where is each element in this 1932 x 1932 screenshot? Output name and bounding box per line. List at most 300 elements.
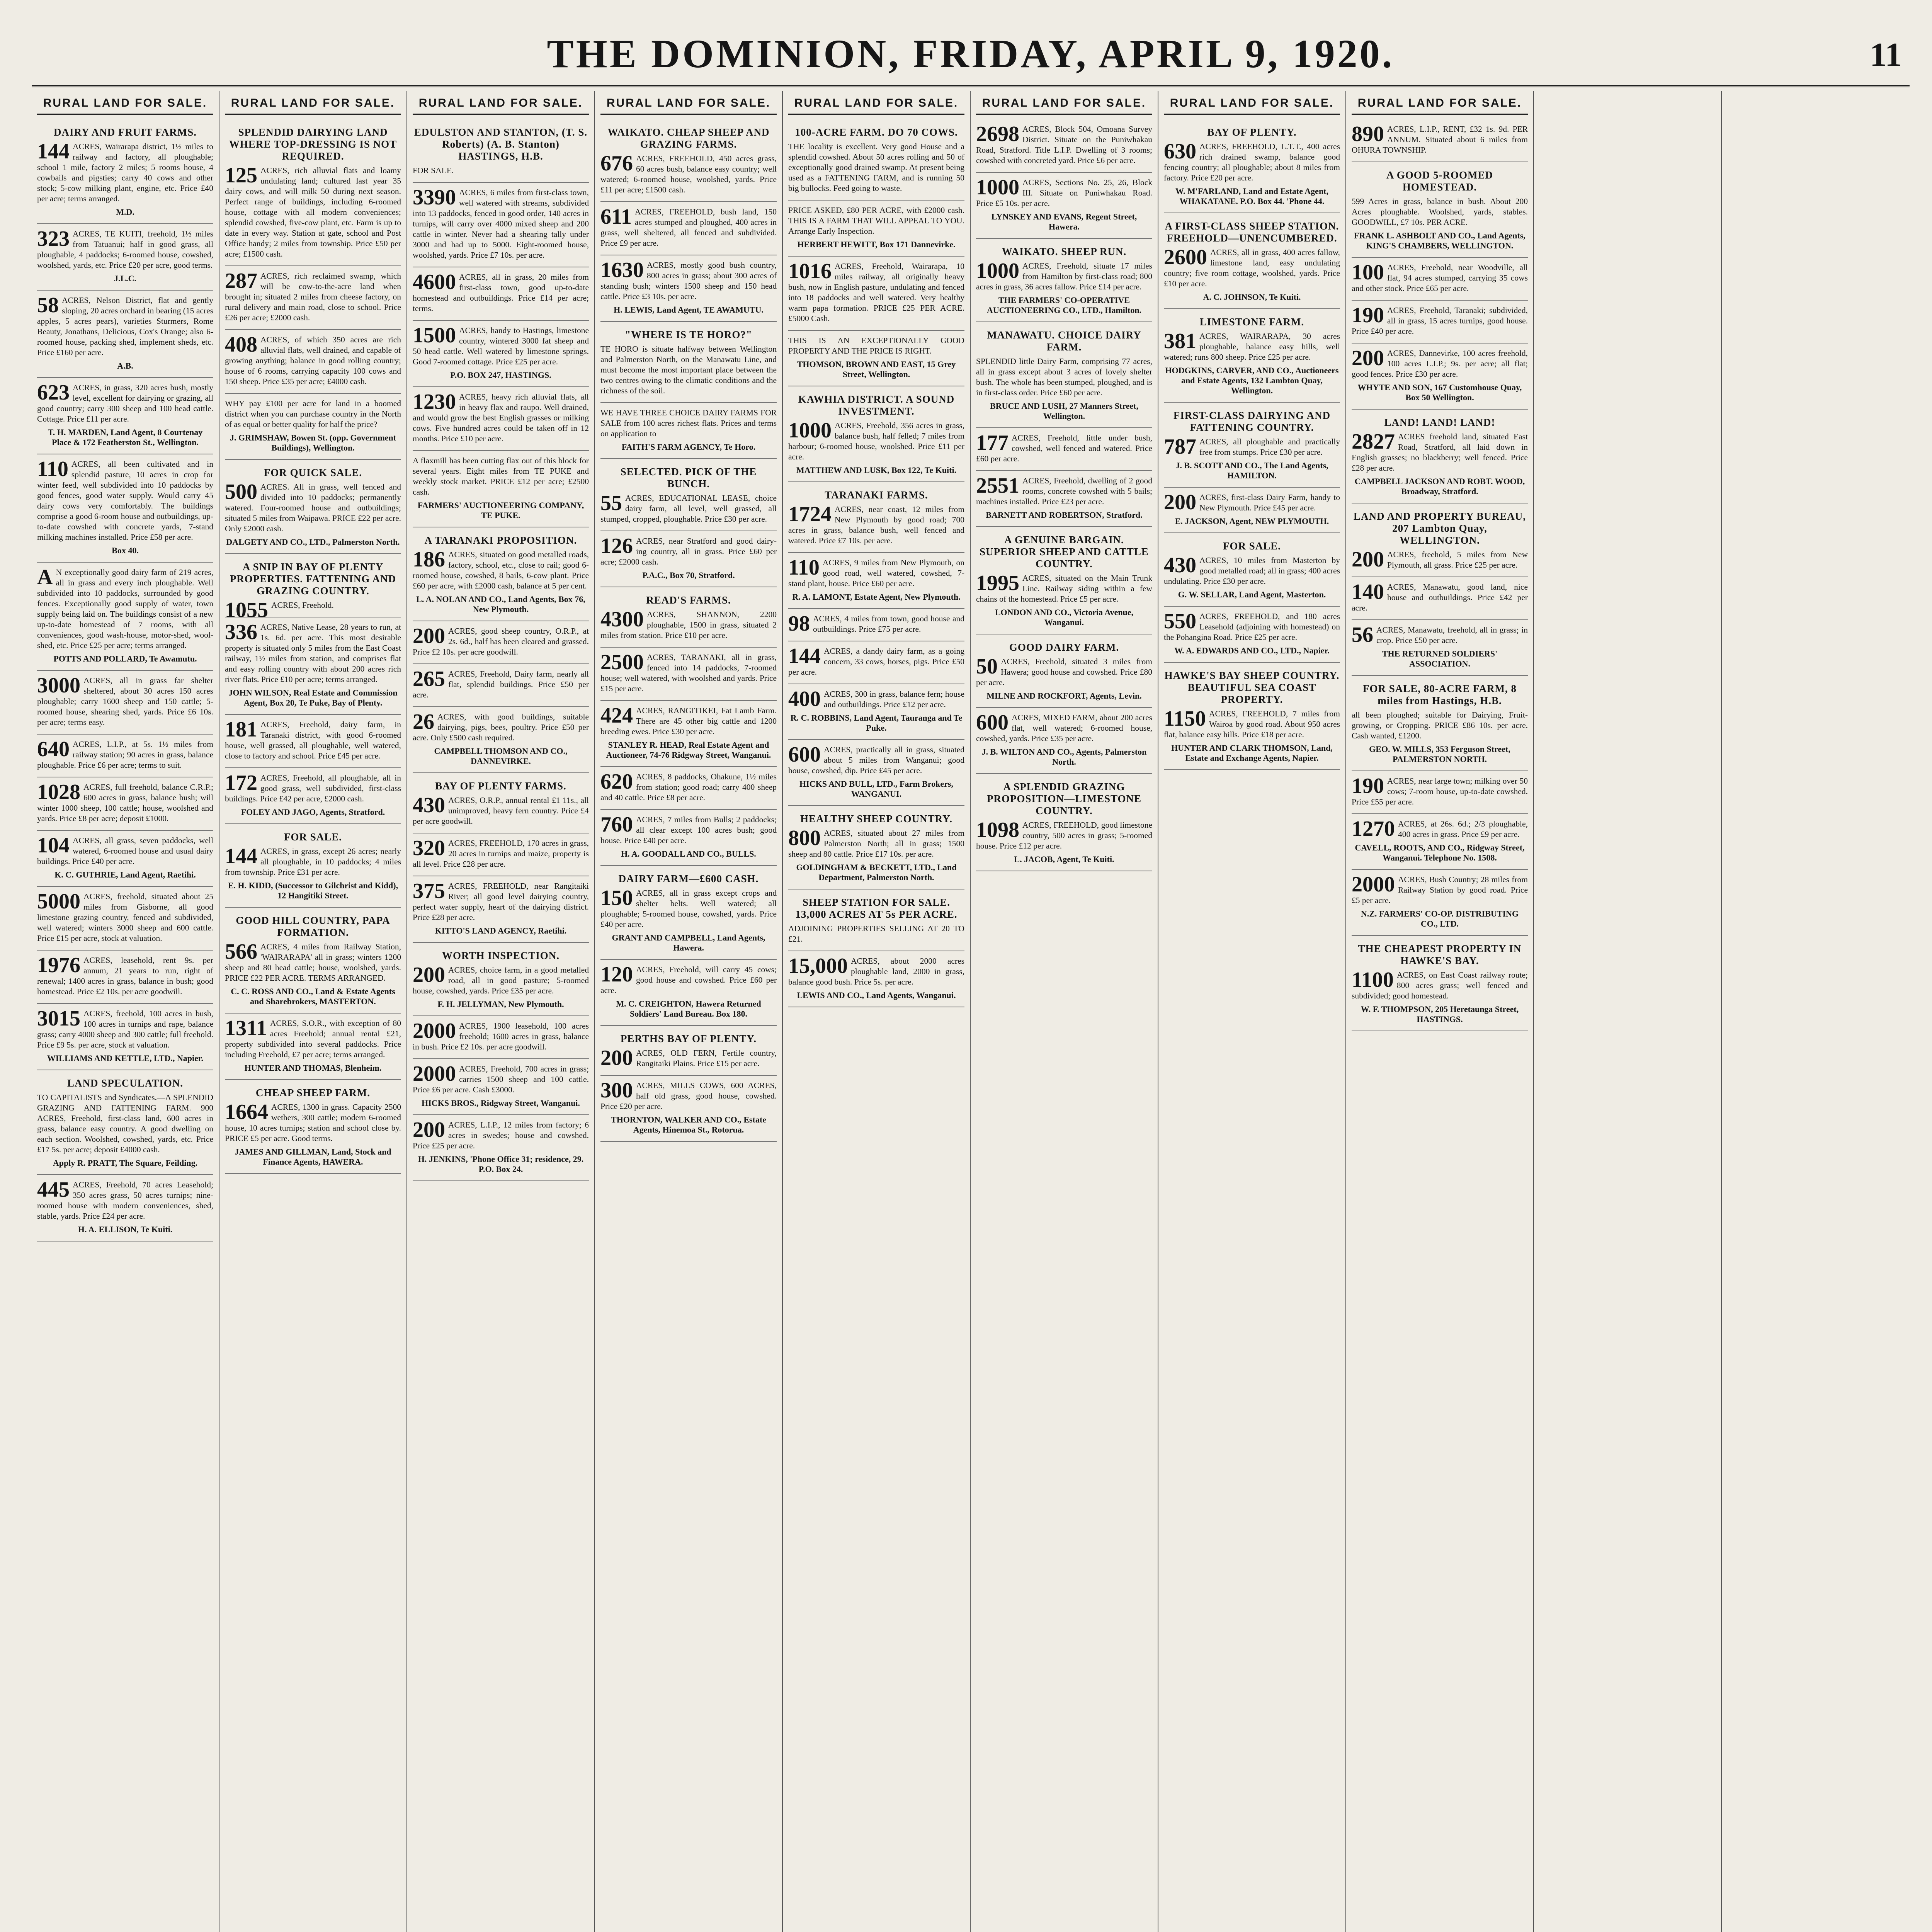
classified-ad — [413, 1016, 589, 1059]
ad-text: ACRES, freehold, situated about 25 miles from Gisborne, all good limestone grazing country, fenced and subdivided, well watered; winters 3000 sheep and 600 cattle. Price £15 per acre, stock at valuation. — [37, 892, 213, 943]
ad-agent: HUNTER AND CLARK THOMSON, Land, Estate and Exchange Agents, Napier. — [1171, 743, 1333, 763]
ad-text: FOR SALE. — [413, 166, 454, 175]
ad-text: ACRES, FREEHOLD, 170 acres in grass, 20 acres in turnips and maize, property is all level. Price £28 per acre. — [413, 838, 589, 869]
ad-acreage: 2600 — [1164, 245, 1207, 269]
classified-ad — [413, 876, 589, 943]
ad-body — [1352, 262, 1528, 294]
ad-text: ACRES, 4 miles from Railway Station, 'WAIRARAPA' all in grass; winters 1200 sheep and 80 head cattle; house, woolshed, yards. PRICE £22 PER ACRE. TERMS ARRANGED. — [225, 942, 401, 983]
ad-body — [788, 558, 964, 589]
ad-agent: HICKS BROS., Ridgway Street, Wanganui. — [422, 1098, 580, 1108]
ad-headline: HEALTHY SHEEP COUNTRY. — [800, 813, 952, 825]
ad-agent: JAMES AND GILLMAN, Land, Stock and Finance Agents, HAWERA. — [235, 1147, 391, 1167]
ad-text: ACRES, 300 in grass, balance fern; house and outbuildings. Price £12 per acre. — [824, 689, 964, 709]
ad-acreage: 600 — [976, 711, 1009, 735]
ad-body — [1352, 776, 1528, 807]
ad-body — [37, 782, 213, 824]
ad-acreage: 2000 — [1352, 872, 1395, 896]
ad-text: ACRES, 4 miles from town, good house and outbuildings. Price £75 per acre. — [813, 614, 964, 634]
ad-text: ACRES, situated on good metalled roads, factory, school, etc., close to rail; good 6-roomed house, cowshed, 8 bails, 6-cow plant. Price £60 per acre, with £2000 cash, balance at 5 per cent. — [413, 550, 589, 590]
ad-acreage: 1150 — [1164, 707, 1206, 731]
ad-headline: HAWKE'S BAY SHEEP COUNTRY. BEAUTIFUL SEA COAST PROPERTY. — [1164, 670, 1340, 705]
ad-acreage: 2551 — [976, 474, 1019, 498]
ad-agent: T. H. MARDEN, Land Agent, 8 Courtenay Place & 172 Featherston St., Wellington. — [48, 427, 203, 447]
ad-text: ACRES, on East Coast railway route; 800 acres grass; well fenced and subdivided; good homestead. — [1352, 970, 1528, 1000]
ad-text: ACRES, S.O.R., with exception of 80 acres Freehold; annual rental £21, property subdivided into several paddocks. Price including Freehold, £7 per acre; terms arranged. — [225, 1019, 401, 1059]
classified-ad — [976, 173, 1152, 239]
ad-acreage: 300 — [600, 1078, 633, 1102]
ad-acreage: 630 — [1164, 139, 1196, 163]
ad-body — [600, 493, 777, 524]
classified-ad — [788, 609, 964, 641]
classified-ad — [37, 887, 213, 951]
ad-body — [788, 614, 964, 634]
ad-text: ACRES, Freehold, little under bush, cowshed, well fenced and watered. Price £60 per acre. — [976, 433, 1152, 463]
ad-body — [788, 261, 964, 324]
ad-body — [600, 609, 777, 641]
ad-body — [413, 1021, 589, 1052]
column-1 — [32, 91, 219, 1932]
ad-acreage: 1270 — [1352, 817, 1395, 841]
classified-ad — [413, 707, 589, 773]
ad-text: ACRES, full freehold, balance C.R.P.; 600 acres in grass, balance bush; will winter 1000 sheep, 100 cattle; house, woolshed and yards. Price £8 per acre; deposit £1000. — [37, 782, 213, 823]
ad-text: ACRES, Sections No. 25, 26, Block III. Situate on Puniwhakau Road. Price £5 10s. per acre. — [976, 178, 1152, 208]
ad-acreage: 181 — [225, 718, 257, 742]
ad-text: ACRES, Freehold, near Woodville, all flat, 94 acres stumped, carrying 35 cows and other stock. Price £65 per acre. — [1352, 263, 1528, 293]
ad-text: ACRES, all grass, seven paddocks, well watered, 6-roomed house and usual dairy buildings. Price £40 per acre. — [37, 836, 213, 866]
ad-text: ACRES, Freehold, 356 acres in grass, balance bush, half felled; 7 miles from harbour; 6-roomed house, woolshed. Price £11 per acre. — [788, 421, 964, 461]
ad-body — [37, 383, 213, 424]
classified-ad — [600, 960, 777, 1026]
ad-agent: J. B. SCOTT AND CO., The Land Agents, HAMILTON. — [1175, 461, 1328, 480]
ad-headline: MANAWATU. CHOICE DAIRY FARM. — [987, 329, 1141, 353]
ad-acreage: 150 — [600, 886, 633, 910]
ad-body — [413, 795, 589, 827]
ad-acreage: 1976 — [37, 953, 80, 977]
ad-text: ACRES, MILLS COWS, 600 ACRES, half old grass, good house, cowshed. Price £20 per acre. — [600, 1081, 777, 1111]
ad-headline: WORTH INSPECTION. — [442, 950, 560, 961]
ad-acreage: 177 — [976, 431, 1009, 455]
classified-ad — [1352, 771, 1528, 814]
ad-text: ACRES, Freehold, Dairy farm, nearly all flat, splendid buildings. Price £50 per acre. — [413, 669, 589, 699]
ad-headline: CHEAP SHEEP FARM. — [255, 1087, 371, 1099]
classified-ad — [413, 387, 589, 451]
ad-acreage: 375 — [413, 879, 445, 903]
ad-acreage: 1724 — [788, 502, 832, 526]
ad-headline: FOR SALE. — [284, 831, 342, 843]
ad-agent: THORNTON, WALKER AND CO., Estate Agents, Hinemoa St., Rotorua. — [611, 1115, 766, 1134]
classified-ad — [413, 119, 589, 183]
classified-ad — [37, 1175, 213, 1242]
ad-body — [225, 482, 401, 534]
ad-acreage: 1028 — [37, 780, 80, 804]
newspaper-page — [32, 27, 1910, 1932]
ad-text: ACRES, FREEHOLD, 450 acres grass, 60 acres bush, balance easy country; well watered; 6-roomed house, woolshed, yards. Price £11 per acre; £1500 cash. — [600, 154, 777, 194]
ad-body — [976, 713, 1152, 744]
ad-agent: R. C. ROBBINS, Land Agent, Tauranga and Te Puke. — [790, 713, 963, 733]
column-heading: RURAL LAND FOR SALE. — [600, 91, 777, 115]
ad-headline: A TARANAKI PROPOSITION. — [424, 534, 577, 546]
column-8 — [1346, 91, 1534, 1932]
ad-acreage: 190 — [1352, 303, 1384, 327]
ad-agent: BARNETT AND ROBERTSON, Stratford. — [986, 510, 1143, 520]
classified-ad — [1164, 533, 1340, 607]
newspaper-title: THE DOMINION, FRIDAY, APRIL 9, 1920. — [547, 32, 1395, 76]
ad-acreage: 2500 — [600, 650, 644, 674]
ad-headline: LAND SPECULATION. — [67, 1077, 184, 1089]
classified-ad — [600, 810, 777, 866]
ad-text: ACRES, FREEHOLD, good limestone country, 500 acres in grass; 5-roomed house. Price £12 per acre. — [976, 820, 1152, 850]
ad-headline: THE CHEAPEST PROPERTY IN HAWKE'S BAY. — [1358, 943, 1522, 966]
ad-body — [788, 745, 964, 776]
ad-text: ACRES, 1300 in grass. Capacity 2500 wethers, 300 cattle; modern 6-roomed house, 10 acres turnips; station and school close by. PRICE £5 per acre. Good terms. — [225, 1102, 401, 1143]
ad-body — [788, 689, 964, 710]
classified-columns — [32, 91, 1910, 1932]
ad-headline: SELECTED. PICK OF THE BUNCH. — [620, 466, 757, 490]
ad-body — [1352, 874, 1528, 906]
ad-text: ACRES, a dandy dairy farm, as a going concern, 33 cows, horses, pigs. Price £50 per acre. — [788, 646, 964, 677]
ad-body — [225, 622, 401, 685]
ad-acreage: 424 — [600, 704, 633, 728]
ad-headline: 100-ACRE FARM. DO 70 COWS. — [795, 126, 958, 138]
ad-acreage: 623 — [37, 381, 70, 405]
ad-agent: H. LEWIS, Land Agent, TE AWAMUTU. — [614, 305, 764, 315]
ad-body — [413, 165, 589, 176]
classified-ad — [1352, 344, 1528, 410]
classified-ad — [600, 767, 777, 810]
column-heading: RURAL LAND FOR SALE. — [413, 91, 589, 115]
ad-acreage: 400 — [788, 687, 821, 711]
ad-body — [1352, 432, 1528, 473]
ad-text: ACRES, in grass, 320 acres bush, mostly level, excellent for dairying or grazing, all good country; carry 300 sheep and 100 head cattle. Cottage. Price £11 per acre. — [37, 383, 213, 423]
ad-acreage: 190 — [1352, 774, 1384, 798]
ad-text: ACRES freehold land, situated East Road, Stratford, all laid down in English grasses; no blackberry; well fenced. Price £28 per acre. — [1352, 432, 1528, 473]
ad-agent: WILLIAMS AND KETTLE, LTD., Napier. — [47, 1053, 204, 1063]
ad-acreage: 787 — [1164, 435, 1196, 459]
masthead — [32, 27, 1910, 87]
ad-text: TE HORO is situate halfway between Wellington and Palmerston North, on the Manawatu Line, and must become the most important place between the two centres owing to the climatic conditions and the richness of the soil. — [600, 344, 777, 395]
ad-text: ACRES, TE KUITI, freehold, 1½ miles from Tatuanui; half in good grass, all ploughable, 4 paddocks; 6-roomed house, cowshed, woolshed, yards, etc. Price £20 per acre, good terms. — [37, 229, 213, 270]
ad-acreage: 125 — [225, 163, 257, 187]
ad-acreage: 408 — [225, 333, 257, 357]
ad-body — [413, 456, 589, 497]
ad-text: ACRES, practically all in grass, situated about 5 miles from Wanganui; good house, cowshed, dip. Price £45 per acre. — [788, 745, 964, 775]
ad-agent: FRANK L. ASHBOLT AND CO., Land Agents, KING'S CHAMBERS, WELLINGTON. — [1354, 231, 1526, 250]
classified-ad — [1164, 309, 1340, 403]
ad-body — [600, 1048, 777, 1069]
ad-text: ACRES, Freehold, will carry 45 cows; good house and cowshed. Price £60 per acre. — [600, 965, 777, 995]
classified-ad — [1352, 258, 1528, 301]
ad-body — [600, 652, 777, 694]
classified-ad — [37, 119, 213, 224]
ad-text: WHY pay £100 per acre for land in a boomed district when you can purchase country in the North of as equal or better quality for half the price? — [225, 399, 401, 429]
ad-agent: J. B. WILTON AND CO., Agents, Palmerston North. — [981, 747, 1147, 767]
ad-acreage: 640 — [37, 737, 70, 761]
ad-acreage: 172 — [225, 771, 257, 795]
ad-text: ACRES, Freehold, 70 acres Leasehold; 350 acres grass, 50 acres turnips; nine-roomed house with modern conveniences, shed, stable, yards. Price £24 per acre. — [37, 1180, 213, 1221]
classified-ad — [37, 563, 213, 671]
ad-headline: LIMESTONE FARM. — [1199, 316, 1304, 328]
ad-text: ACRES, Bush Country; 28 miles from Railway Station by good road. Price £5 per acre. — [1352, 875, 1528, 905]
ad-agent: R. A. LAMONT, Estate Agent, New Plymouth. — [792, 592, 961, 602]
ad-acreage: 15,000 — [788, 954, 848, 978]
classified-ad — [976, 428, 1152, 471]
ad-text: ACRES, FREEHOLD, L.T.T., 400 acres rich drained swamp, balance good fencing country; all ploughable; about 8 miles from factory. Price £20 per acre. — [1164, 142, 1340, 182]
classified-ad — [225, 119, 401, 266]
ad-body — [413, 1120, 589, 1151]
ad-agent: STANLEY R. HEAD, Real Estate Agent and Auctioneer, 74-76 Ridgway Street, Wanganui. — [606, 740, 771, 760]
classified-ad — [788, 331, 964, 386]
ad-text: ACRES, of which 350 acres are rich alluvial flats, well drained, and capable of growing anything; balance in good rolling country; house of 6 rooms, carrying capacity 100 cows and 150 sheep. Price £35 per acre; £4000 cash. — [225, 335, 401, 386]
classified-ad — [788, 482, 964, 553]
ad-body — [600, 153, 777, 195]
ad-acreage: 1000 — [788, 418, 832, 442]
classified-ad — [225, 824, 401, 908]
ad-body — [1352, 625, 1528, 646]
ad-agent: P.A.C., Box 70, Stratford. — [642, 570, 735, 580]
ad-agent: P.O. BOX 247, HASTINGS. — [450, 370, 551, 380]
ad-body — [413, 272, 589, 314]
classified-ad — [1352, 119, 1528, 162]
ad-acreage: 3015 — [37, 1007, 80, 1031]
ad-headline: PERTHS BAY OF PLENTY. — [620, 1033, 757, 1044]
ad-acreage: 1016 — [788, 259, 832, 283]
classified-ad — [1164, 213, 1340, 309]
classified-ad — [413, 833, 589, 876]
ad-body — [600, 408, 777, 439]
ad-headline: GOOD DAIRY FARM. — [1009, 641, 1119, 653]
ad-body — [37, 295, 213, 358]
column-10 — [1722, 91, 1910, 1932]
classified-ad — [1352, 676, 1528, 771]
ad-body — [976, 820, 1152, 851]
ad-text: ACRES, about 2000 acres ploughable land, 2000 in grass, balance good bush. Price 5s. per acre. — [788, 956, 964, 986]
classified-ad — [1352, 814, 1528, 870]
classified-ad — [413, 773, 589, 833]
classified-ad — [225, 330, 401, 394]
ad-acreage: 144 — [225, 844, 257, 868]
classified-ad — [225, 617, 401, 715]
ad-text: ACRES, first-class Dairy Farm, handy to New Plymouth. Price £45 per acre. — [1199, 493, 1340, 512]
column-5 — [783, 91, 971, 1932]
ad-headline: BAY OF PLENTY. — [1207, 126, 1297, 138]
ad-acreage: 144 — [37, 139, 70, 163]
ad-acreage: 200 — [413, 624, 445, 648]
classified-ad — [413, 621, 589, 664]
classified-ad — [1164, 403, 1340, 488]
ad-body — [788, 504, 964, 546]
ad-agent: W. A. EDWARDS AND CO., LTD., Napier. — [1174, 646, 1330, 655]
ad-text: ACRES, Freehold, situate 17 miles from Hamilton by first-class road; 800 acres in grass, 36 acres fallow. Price £14 per acre. — [976, 261, 1152, 291]
classified-ad — [976, 471, 1152, 527]
ad-body — [1164, 555, 1340, 587]
ad-acreage: 200 — [413, 963, 445, 987]
ad-body — [1164, 141, 1340, 183]
ad-headline: DAIRY AND FRUIT FARMS. — [53, 126, 197, 138]
ad-body — [976, 656, 1152, 688]
ad-acreage: 1000 — [976, 259, 1019, 283]
ad-headline: A SNIP IN BAY OF PLENTY PROPERTIES. FATTENING AND GRAZING COUNTRY. — [230, 561, 396, 597]
ad-body — [225, 719, 401, 761]
ad-body — [1164, 492, 1340, 513]
ad-body — [976, 261, 1152, 292]
ad-body — [413, 325, 589, 367]
classified-ad — [225, 460, 401, 554]
ad-text: ACRES, good sheep country, O.R.P., at 2s. 6d., half has been cleared and grassed. Price £2 10s. per acre goodwill. — [413, 626, 589, 656]
ad-acreage: 1100 — [1352, 968, 1394, 992]
classified-ad — [976, 708, 1152, 774]
ad-text: A flaxmill has been cutting flax out of this block for several years. Eight miles from TE PUKE and weekly stock market. PRICE £12 per acre; £2500 cash. — [413, 456, 589, 497]
ad-agent: DALGETY AND CO., LTD., Palmerston North. — [226, 537, 400, 547]
ad-headline: FOR SALE, 80-ACRE FARM, 8 miles from Hastings, H.B. — [1363, 683, 1517, 706]
classified-ad — [600, 648, 777, 701]
classified-ad — [976, 239, 1152, 322]
ad-agent: Apply R. PRATT, The Square, Feilding. — [53, 1158, 198, 1168]
ad-body — [976, 356, 1152, 398]
ad-headline: "WHERE IS TE HORO?" — [625, 329, 752, 340]
ad-text: ACRES, SHANNON, 2200 ploughable, 1500 in grass, situated 2 miles from station. Price £10 per acre. — [600, 610, 777, 640]
ad-text: ACRES, mostly good bush country, 800 acres in grass; about 300 acres of standing bush; winters 1500 sheep and 150 head cattle. Price £3 10s. per acre. — [600, 260, 777, 301]
ad-text: ACRES, heavy rich alluvial flats, all in heavy flax and raupo. Well drained, and would grow the best English grasses or milking cows. Five hundred acres could be taken off in 12 months. Price £10 per acre. — [413, 392, 589, 443]
ad-text: ACRES, choice farm, in a good metalled road, all in good pasture; 5-roomed house, cowshed, yards. Price £35 per acre. — [413, 965, 589, 995]
ad-agent: A.B. — [117, 361, 133, 371]
ad-agent: A. C. JOHNSON, Te Kuiti. — [1203, 292, 1301, 302]
ad-text: ACRES, O.R.P., annual rental £1 11s., all unimproved, heavy fern country. Price £4 per acre goodwill. — [413, 796, 589, 826]
classified-ad — [976, 527, 1152, 634]
ad-text: ACRES, 1900 leasehold, 100 acres freehold; 1600 acres in grass, balance in bush. Price £2 10s. per acre goodwill. — [413, 1021, 589, 1051]
ad-acreage: 200 — [413, 1118, 445, 1142]
ad-body — [1352, 819, 1528, 840]
ad-acreage: 265 — [413, 667, 445, 691]
ad-acreage: 611 — [600, 205, 632, 229]
ad-body — [413, 1064, 589, 1095]
classified-ad — [225, 1014, 401, 1080]
ad-text: ACRES, situated on the Main Trunk Line. Railway siding within a few chains of the homestead. Price £5 per acre. — [976, 573, 1152, 604]
classified-ad — [1352, 870, 1528, 936]
classified-ad — [37, 224, 213, 291]
ad-body — [976, 177, 1152, 209]
ad-body — [413, 392, 589, 444]
ad-acreage: 600 — [788, 743, 821, 767]
ad-text: ACRES, Freehold, dwelling of 2 good rooms, concrete cowshed with 5 bails; machines installed. Price £23 per acre. — [976, 476, 1152, 506]
ad-agent: THOMSON, BROWN AND EAST, 15 Grey Street, Wellington. — [797, 359, 956, 379]
ad-acreage: 144 — [788, 644, 821, 668]
ad-acreage: 200 — [1352, 548, 1384, 571]
ad-headline: A GOOD 5-ROOMED HOMESTEAD. — [1386, 169, 1493, 193]
column-heading: RURAL LAND FOR SALE. — [1164, 91, 1340, 115]
ad-text: ACRES, FREEHOLD, near Rangitaiki River; all good level dairying country, perfect water supply, heart of the dairying district. Price £28 per acre. — [413, 881, 589, 922]
classified-ad — [225, 715, 401, 768]
classified-ad — [413, 664, 589, 707]
ad-body — [1164, 611, 1340, 643]
ad-agent: CAMPBELL JACKSON AND ROBT. WOOD, Broadway, Stratford. — [1354, 476, 1525, 496]
ad-text: PRICE ASKED, £80 PER ACRE, with £2000 cash. THIS IS A FARM THAT WILL APPEAL TO YOU. Arrange Early Inspection. — [788, 206, 964, 236]
classified-ad — [225, 1080, 401, 1174]
ad-body — [1352, 348, 1528, 379]
ad-body — [37, 675, 213, 728]
ad-headline: WAIKATO. SHEEP RUN. — [1002, 246, 1127, 257]
ad-acreage: 2000 — [413, 1019, 456, 1043]
ad-acreage: 104 — [37, 833, 70, 857]
ad-text: ACRES, Nelson District, flat and gently sloping, 20 acres orchard in bearing (15 acres apples, 5 acres pears), varieties Sturmers, Rome Beauty, Jonathans, Delicious, Cox's Orange; also 6-roomed house, packing shed, implement sheds, etc. Price £160 per acre. — [37, 296, 213, 357]
ad-agent: K. C. GUTHRIE, Land Agent, Raetihi. — [54, 870, 196, 879]
ad-headline: GOOD HILL COUNTRY, PAPA FORMATION. — [236, 915, 390, 938]
ad-text: ACRES, L.I.P., RENT, £32 1s. 9d. PER ANNUM. Situated about 6 miles from OHURA TOWNSHIP. — [1352, 124, 1528, 155]
ad-text: ACRES, FREEHOLD, 7 miles from Wairoa by good road. About 950 acres flat, balance easy hills. Price £18 per acre. — [1164, 709, 1340, 739]
column-9 — [1534, 91, 1722, 1932]
ad-body — [225, 1018, 401, 1060]
classified-ad — [600, 255, 777, 322]
ad-headline: FIRST-CLASS DAIRYING AND FATTENING COUNTRY. — [1173, 410, 1331, 433]
ad-body — [600, 536, 777, 567]
classified-ad — [976, 634, 1152, 708]
classified-ad — [600, 701, 777, 767]
classified-ad — [600, 1076, 777, 1142]
ad-headline: EDULSTON AND STANTON, (T. S. Roberts) (A. B. Stanton) HASTINGS, H.B. — [414, 126, 588, 162]
ad-body — [225, 271, 401, 323]
ad-text: ACRES, MIXED FARM, about 200 acres flat, well watered; 6-roomed house, cowshed, yards. Price £35 per acre. — [976, 713, 1152, 743]
ad-body — [788, 335, 964, 356]
classified-ad — [413, 321, 589, 387]
ad-acreage: 3390 — [413, 185, 456, 209]
ad-acreage: 100 — [1352, 260, 1384, 284]
ad-body — [37, 459, 213, 543]
ad-acreage: 120 — [600, 963, 633, 986]
classified-ad — [788, 951, 964, 1007]
ad-body — [37, 891, 213, 944]
ad-agent: MILNE AND ROCKFORT, Agents, Levin. — [986, 691, 1142, 701]
ad-body — [1164, 331, 1340, 362]
ad-body — [37, 567, 213, 651]
ad-body — [788, 828, 964, 859]
ad-headline: READ'S FARMS. — [646, 594, 731, 606]
ad-headline: TARANAKI FARMS. — [825, 489, 928, 501]
ad-agent: M. C. CREIGHTON, Hawera Returned Soldiers' Land Bureau. Box 180. — [616, 999, 761, 1019]
ad-body — [1352, 196, 1528, 228]
ad-text: ACRES, Dannevirke, 100 acres freehold, 100 acres L.I.P.; 9s. per acre; all flat; good fences. Price £30 per acre. — [1352, 349, 1528, 379]
ad-headline: A GENUINE BARGAIN. SUPERIOR SHEEP AND CATTLE COUNTRY. — [980, 534, 1149, 570]
ad-acreage: 98 — [788, 612, 810, 636]
ad-text: all been ploughed; suitable for Dairying, Fruit-growing, or Cropping. PRICE £86 10s. per acre. Cash wanted, £1200. — [1352, 710, 1528, 740]
ad-agent: C. C. ROSS AND CO., Land & Estate Agents and Sharebrokers, MASTERTON. — [231, 986, 395, 1006]
ad-body — [37, 1009, 213, 1050]
column-3 — [407, 91, 595, 1932]
ad-acreage: 1000 — [976, 175, 1019, 199]
ad-headline: WAIKATO. CHEAP SHEEP AND GRAZING FARMS. — [607, 126, 770, 150]
ad-acreage: 1230 — [413, 390, 456, 414]
ad-body — [1352, 305, 1528, 337]
classified-ad — [788, 889, 964, 951]
classified-ad — [37, 454, 213, 563]
ad-headline: A SPLENDID GRAZING PROPOSITION—LIMESTONE COUNTRY. — [986, 781, 1142, 816]
classified-ad — [37, 951, 213, 1004]
ad-text: ACRES, Wairarapa district, 1½ miles to railway and factory, all ploughable; school 1 mile, factory 2 miles; 5 rooms house, 4 cowbails and pigsties; carry 40 cows and other stock; 5-cow milking plant, engine, etc. Price £40 per acre; terms arranged. — [37, 142, 213, 203]
classified-ad — [1352, 577, 1528, 620]
ad-agent: HUNTER AND THOMAS, Blenheim. — [244, 1063, 382, 1073]
ad-text: ACRES, near coast, 12 miles from New Plymouth by good road; 700 acres in grass, balance bush, well fenced and watered. Price £7 10s. per acre. — [788, 505, 964, 545]
ad-acreage: 5000 — [37, 889, 80, 913]
classified-ad — [600, 119, 777, 202]
ad-acreage: A — [37, 565, 53, 589]
ad-body — [225, 942, 401, 983]
ad-headline: BAY OF PLENTY FARMS. — [435, 780, 566, 792]
ad-agent: J. GRIMSHAW, Bowen St. (opp. Government Buildings), Wellington. — [230, 433, 396, 452]
ad-text: ACRES, Block 504, Omoana Survey District. Situate on the Puniwhakau Road, Stratford. Title L.I.P. Dwelling of 3 rooms; cowshed with concreted yard. Price £6 per acre. — [976, 124, 1152, 165]
ad-text: 599 Acres in grass, balance in bush. About 200 Acres ploughable. Woolshed, yards, stables. GOODWILL, £7 10s. PER ACRE. — [1352, 197, 1528, 227]
ad-body — [225, 598, 401, 622]
ad-acreage: 200 — [1352, 346, 1384, 370]
column-heading: RURAL LAND FOR SALE. — [225, 91, 401, 115]
ad-body — [37, 141, 213, 204]
